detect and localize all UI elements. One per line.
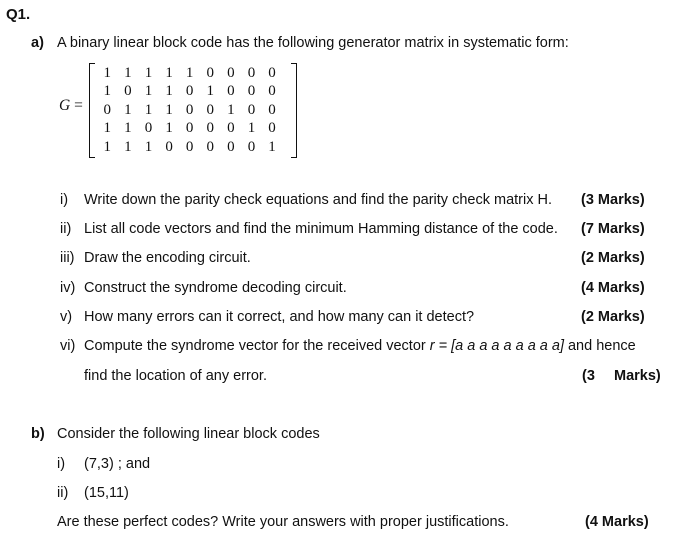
matrix-row bbox=[97, 138, 282, 156]
matrix-cell: 0 bbox=[247, 65, 256, 81]
item-a-i-marks: (3 Marks) bbox=[581, 192, 645, 208]
matrix-cell: 0 bbox=[103, 101, 112, 118]
item-a-vi-line2: find the location of any error. bbox=[84, 368, 267, 384]
item-a-vi-text-after: and hence bbox=[563, 338, 636, 354]
part-a-label: a) bbox=[31, 35, 44, 51]
matrix-cell: 1 bbox=[124, 65, 132, 81]
matrix-left-bracket bbox=[89, 63, 95, 158]
part-b-marks: (4 Marks) bbox=[585, 514, 649, 530]
matrix-cell: 1 bbox=[165, 120, 173, 137]
matrix-cell: 1 bbox=[103, 83, 112, 100]
item-a-iv-text: Construct the syndrome decoding circuit. bbox=[84, 280, 347, 296]
item-a-vi-num: vi) bbox=[60, 338, 76, 354]
matrix-cell: 1 bbox=[103, 65, 112, 81]
part-a-intro: A binary linear block code has the following generator matrix in systematic form: bbox=[57, 35, 569, 51]
matrix-cell: 1 bbox=[124, 120, 132, 137]
matrix-cell: 0 bbox=[185, 83, 194, 100]
matrix-cell: 1 bbox=[247, 120, 256, 137]
item-a-v-text: How many errors can it correct, and how many can it detect? bbox=[84, 309, 475, 325]
matrix-cell: 0 bbox=[165, 138, 173, 155]
item-a-i-num: i) bbox=[60, 192, 69, 208]
matrix-cell: 1 bbox=[144, 65, 153, 81]
matrix-cell: 0 bbox=[206, 101, 215, 118]
item-a-iv-num: iv) bbox=[60, 280, 76, 296]
item-a-v-marks: (2 Marks) bbox=[581, 309, 645, 325]
matrix-cell: 0 bbox=[124, 83, 132, 100]
item-a-iii-text: Draw the encoding circuit. bbox=[84, 250, 251, 266]
part-b-intro: Consider the following linear block codes bbox=[57, 426, 320, 442]
matrix-cell: 0 bbox=[268, 101, 276, 118]
matrix-label bbox=[59, 97, 83, 115]
matrix-cell: 0 bbox=[247, 83, 256, 100]
matrix-cell: 0 bbox=[268, 83, 276, 100]
item-a-i-text: Write down the parity check equations and find the parity check matrix H. bbox=[84, 192, 552, 208]
matrix-cell: 0 bbox=[268, 65, 276, 81]
matrix-cell: 1 bbox=[124, 138, 132, 155]
matrix-cell: 1 bbox=[185, 65, 194, 81]
item-a-iii-num: iii) bbox=[60, 250, 75, 266]
matrix-row bbox=[97, 64, 282, 82]
matrix-cell: 1 bbox=[144, 83, 153, 100]
item-a-vi-marks-word: Marks) bbox=[614, 368, 661, 384]
matrix-cell: 0 bbox=[206, 65, 215, 81]
item-a-iii-marks: (2 Marks) bbox=[581, 250, 645, 266]
part-b-question: Are these perfect codes? Write your answers with proper justifications. bbox=[57, 514, 509, 530]
item-a-ii-num: ii) bbox=[60, 221, 72, 237]
item-a-vi-text bbox=[84, 338, 636, 354]
matrix-cell: 1 bbox=[103, 120, 112, 137]
matrix-row bbox=[97, 82, 282, 100]
matrix-right-bracket bbox=[291, 63, 297, 158]
matrix-cell: 1 bbox=[144, 101, 153, 118]
generator-matrix bbox=[87, 62, 299, 158]
matrix-cell: 1 bbox=[165, 101, 173, 118]
matrix-cell: 0 bbox=[185, 120, 194, 137]
matrix-cell: 1 bbox=[165, 65, 173, 81]
matrix-cell: 1 bbox=[268, 138, 276, 155]
matrix-equals: = bbox=[74, 97, 83, 114]
matrix-cell: 0 bbox=[227, 83, 235, 100]
matrix-cell: 1 bbox=[124, 101, 132, 118]
item-b-ii-text: (15,11) bbox=[84, 485, 129, 501]
matrix-cell: 0 bbox=[185, 138, 194, 155]
matrix-cell: 1 bbox=[165, 83, 173, 100]
matrix-row bbox=[97, 119, 282, 137]
matrix-cell: 0 bbox=[185, 101, 194, 118]
matrix-cell: 1 bbox=[206, 83, 215, 100]
matrix-row bbox=[97, 101, 282, 119]
matrix-cell: 1 bbox=[227, 101, 235, 118]
matrix-cell: 0 bbox=[206, 138, 215, 155]
matrix-cell: 0 bbox=[144, 120, 153, 137]
matrix-cell: 0 bbox=[227, 138, 235, 155]
received-vector: r = [a a a a a a a a a] bbox=[429, 338, 564, 354]
item-a-v-num: v) bbox=[60, 309, 73, 325]
part-b-label: b) bbox=[31, 426, 45, 442]
matrix-cell: 1 bbox=[103, 138, 112, 155]
matrix-cell: 0 bbox=[247, 101, 256, 118]
item-a-ii-text: List all code vectors and find the minimum Hamming distance of the code. bbox=[84, 221, 558, 237]
item-a-ii-marks: (7 Marks) bbox=[581, 221, 645, 237]
item-b-i-text: (7,3) ; and bbox=[84, 456, 151, 472]
matrix-cell: 0 bbox=[247, 138, 256, 155]
item-a-vi-text-before: Compute the syndrome vector for the received vector bbox=[84, 338, 430, 354]
matrix-cell: 0 bbox=[227, 120, 235, 137]
item-b-i-num: i) bbox=[57, 456, 66, 472]
question-label: Q1. bbox=[6, 6, 31, 23]
matrix-cell: 0 bbox=[227, 65, 235, 81]
item-a-iv-marks: (4 Marks) bbox=[581, 280, 645, 296]
matrix-cell: 0 bbox=[206, 120, 215, 137]
item-a-vi-marks-open: (3 bbox=[582, 368, 595, 384]
matrix-cell: 1 bbox=[144, 138, 153, 155]
matrix-symbol: G bbox=[59, 97, 71, 114]
matrix-cell: 0 bbox=[268, 120, 276, 137]
item-b-ii-num: ii) bbox=[57, 485, 69, 501]
